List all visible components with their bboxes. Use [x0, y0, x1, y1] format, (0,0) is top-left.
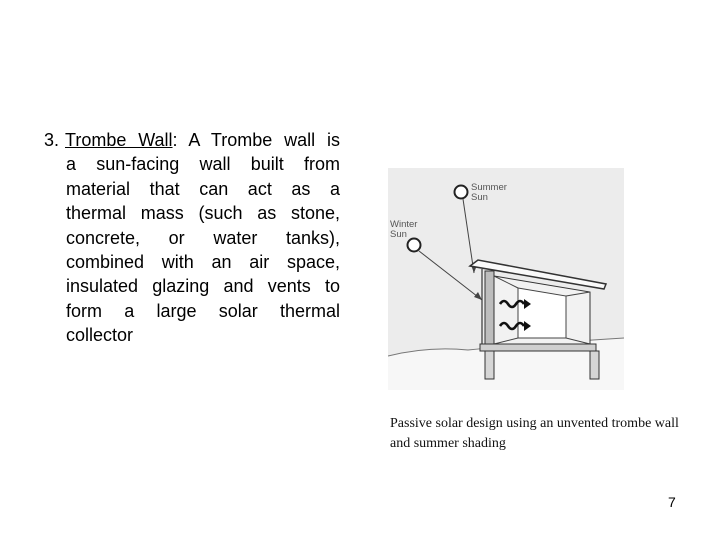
floor-slab — [480, 344, 596, 351]
point-line-6: combined with an air space, — [66, 252, 340, 273]
trombe-wall — [485, 271, 494, 344]
point-line-1 — [44, 128, 340, 152]
trombe-wall-diagram-svg — [388, 168, 624, 390]
point-line-3: material that can act as a — [66, 178, 340, 199]
bullet-point-trombe-wall — [44, 128, 340, 348]
back-wall — [518, 288, 566, 338]
point-line-7: insulated glazing and vents to — [66, 276, 340, 297]
point-line-2: a sun-facing wall built from — [66, 154, 340, 175]
summer-sun-icon — [455, 186, 468, 199]
pier-right — [590, 351, 599, 379]
summer-sun-label-line-1: Summer — [471, 182, 507, 193]
winter-ray-arrowhead — [474, 292, 482, 300]
page-number: 7 — [668, 494, 676, 510]
winter-sun-label-line-2: Sun — [390, 229, 407, 240]
point-term: Trombe Wall — [65, 130, 173, 150]
winter-sun-label-line-1: Winter — [390, 219, 418, 230]
trombe-wall-diagram — [388, 168, 624, 390]
point-line-1-text: : A Trombe wall is — [172, 130, 340, 150]
winter-sun-icon — [408, 239, 421, 252]
winter-sun-ray — [419, 251, 482, 300]
figure-caption: Passive solar design using an unvented trombe wall and summer shading — [390, 416, 679, 451]
point-line-9: collector — [66, 325, 134, 346]
point-line-5: concrete, or water tanks), — [66, 227, 340, 248]
summer-sun-label-line-2: Sun — [471, 192, 488, 203]
point-line-4: thermal mass (such as stone, — [66, 203, 340, 224]
pier-left — [485, 351, 494, 379]
point-line-8: form a large solar thermal — [66, 300, 340, 321]
point-number: 3. — [44, 130, 60, 150]
summer-sun-ray — [463, 199, 474, 273]
